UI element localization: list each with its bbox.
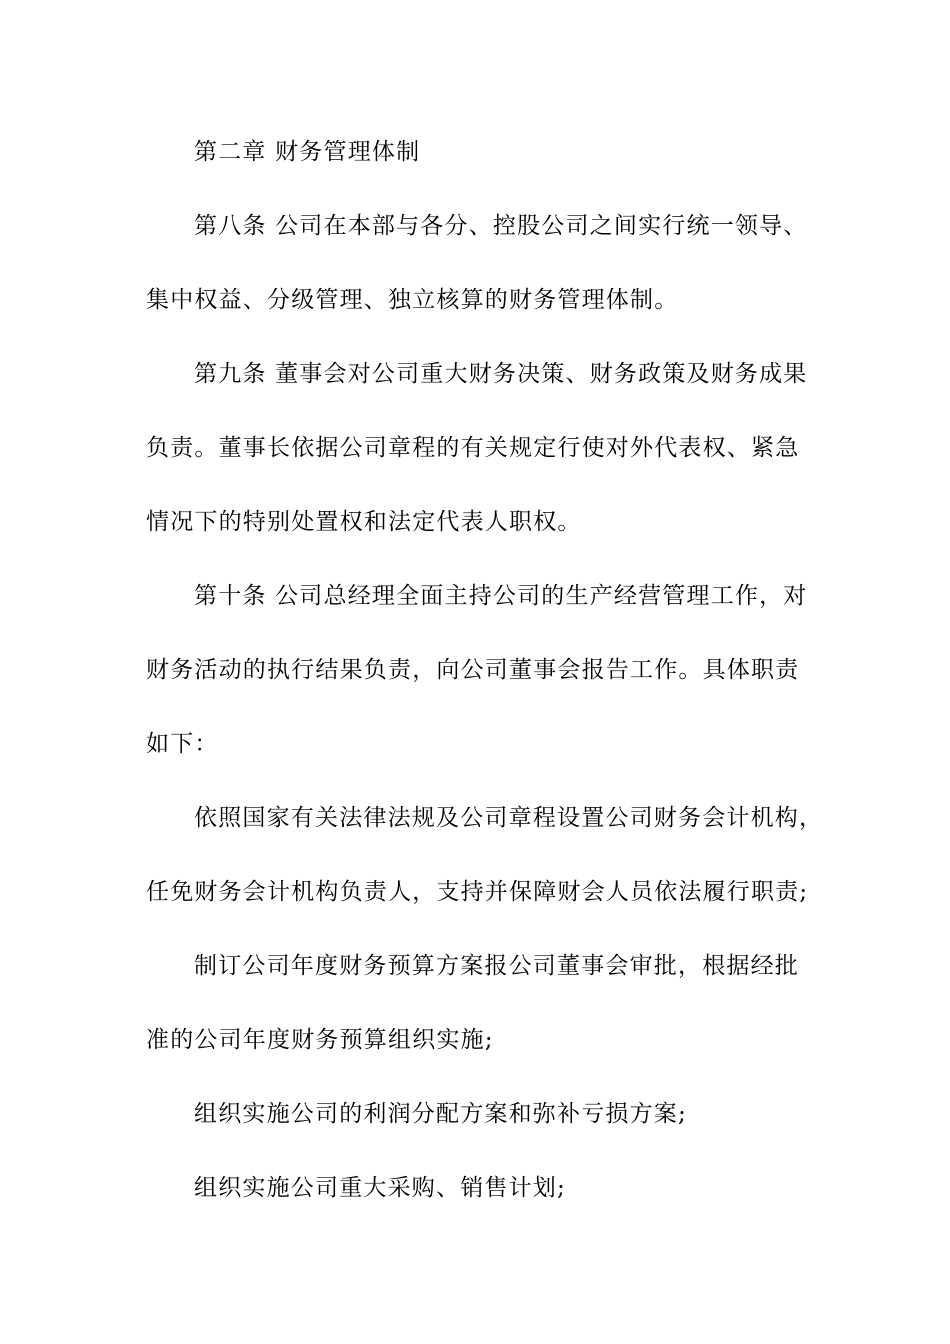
duty-2-line-2: 准的公司年度财务预算组织实施; — [146, 1027, 494, 1053]
article-9-line-1: 第九条 董事会对公司重大财务决策、财务政策及财务成果 — [194, 361, 808, 387]
duty-3-line: 组织实施公司的利润分配方案和弥补亏损方案; — [194, 1101, 687, 1127]
article-9-line-2: 负责。董事长依据公司章程的有关规定行使对外代表权、紧急 — [146, 435, 800, 461]
article-10-line-2: 财务活动的执行结果负责，向公司董事会报告工作。具体职责 — [146, 657, 800, 683]
duty-2-line-1: 制订公司年度财务预算方案报公司董事会审批，根据经批 — [194, 953, 799, 979]
chapter-heading: 第二章 财务管理体制 — [194, 139, 421, 165]
article-10-line-3: 如下： — [146, 731, 219, 757]
duty-4-line: 组织实施公司重大采购、销售计划; — [194, 1175, 566, 1201]
article-10-line-1: 第十条 公司总经理全面主持公司的生产经营管理工作，对 — [194, 583, 808, 609]
duty-1-line-2: 任免财务会计机构负责人，支持并保障财会人员依法履行职责; — [146, 879, 809, 905]
duty-1-line-1: 依照国家有关法律法规及公司章程设置公司财务会计机构， — [194, 805, 824, 831]
article-9-line-3: 情况下的特别处置权和法定代表人职权。 — [146, 509, 582, 535]
article-8-line-2: 集中权益、分级管理、独立核算的财务管理体制。 — [146, 287, 679, 313]
article-8-line-1: 第八条 公司在本部与各分、控股公司之间实行统一领导、 — [194, 213, 808, 239]
